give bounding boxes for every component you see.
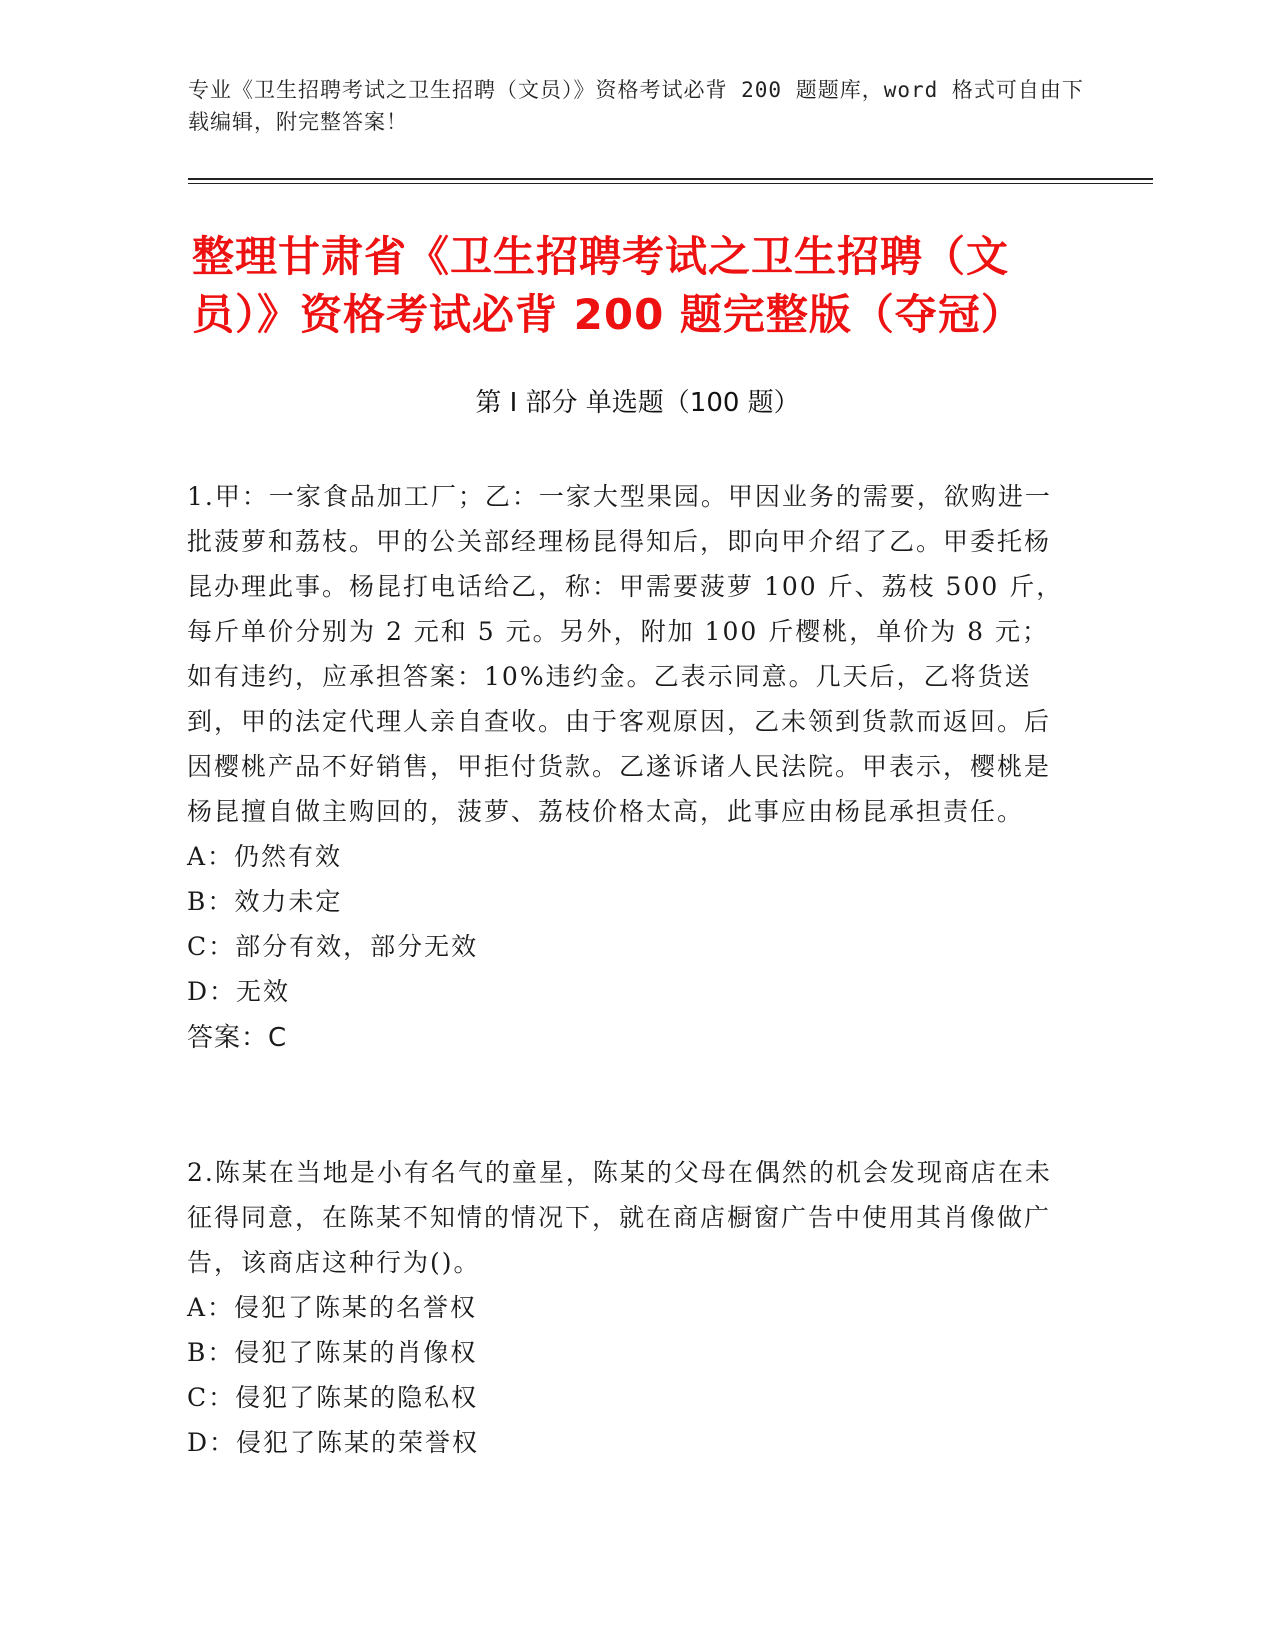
section-heading: 第 I 部分 单选题（100 题） <box>475 388 800 418</box>
header-divider-thin <box>188 183 1153 184</box>
question-item <box>187 474 1067 1061</box>
question-stem: 1.甲：一家食品加工厂；乙：一家大型果园。甲因业务的需要，欲购进一批菠萝和荔枝。甲的公关部经理杨昆得知后，即向甲介绍了乙。甲委托杨昆办理此事。杨昆打电话给乙，称：甲需要菠萝 100 斤、荔枝 500 斤，每斤单价分别为 2 元和 5 元。另外，附加 100 斤樱桃，单价为 8 元；如有违约，应承担答案：10%违约金。乙表示同意。几天后，乙将货送到，甲的法定代理人亲自查收。由于客观原因，乙未领到货款而返回。后因樱桃产品不好销售，甲拒付货款。乙遂诉诸人民法院。甲表示，樱桃是杨昆擅自做主购回的，菠萝、荔枝价格太高，此事应由杨昆承担责任。 <box>187 482 1064 826</box>
option-b: B：侵犯了陈某的肖像权 <box>187 1338 478 1367</box>
question-item <box>187 1150 1067 1465</box>
option-c: C：侵犯了陈某的隐私权 <box>187 1383 479 1412</box>
option-a: A：侵犯了陈某的名誉权 <box>187 1293 478 1322</box>
document-title: 整理甘肃省《卫生招聘考试之卫生招聘（文员）》资格考试必背 200 题完整版（夺冠） <box>192 232 1024 339</box>
question-stem: 2.陈某在当地是小有名气的童星，陈某的父母在偶然的机会发现商店在未征得同意，在陈某不知情的情况下，就在商店橱窗广告中使用其肖像做广告，该商店这种行为()。 <box>187 1158 1052 1277</box>
header-note: 专业《卫生招聘考试之卫生招聘（文员）》资格考试必背 200 题题库，word 格式可自由下载编辑，附完整答案！ <box>188 78 1084 134</box>
option-d: D：侵犯了陈某的荣誉权 <box>187 1428 480 1457</box>
header-divider-thick <box>188 178 1153 180</box>
option-b: B：效力未定 <box>187 887 343 916</box>
option-d: D：无效 <box>187 977 291 1006</box>
option-c: C：部分有效，部分无效 <box>187 932 479 961</box>
option-a: A：仍然有效 <box>187 842 343 871</box>
answer-line: 答案：C <box>187 1023 288 1053</box>
